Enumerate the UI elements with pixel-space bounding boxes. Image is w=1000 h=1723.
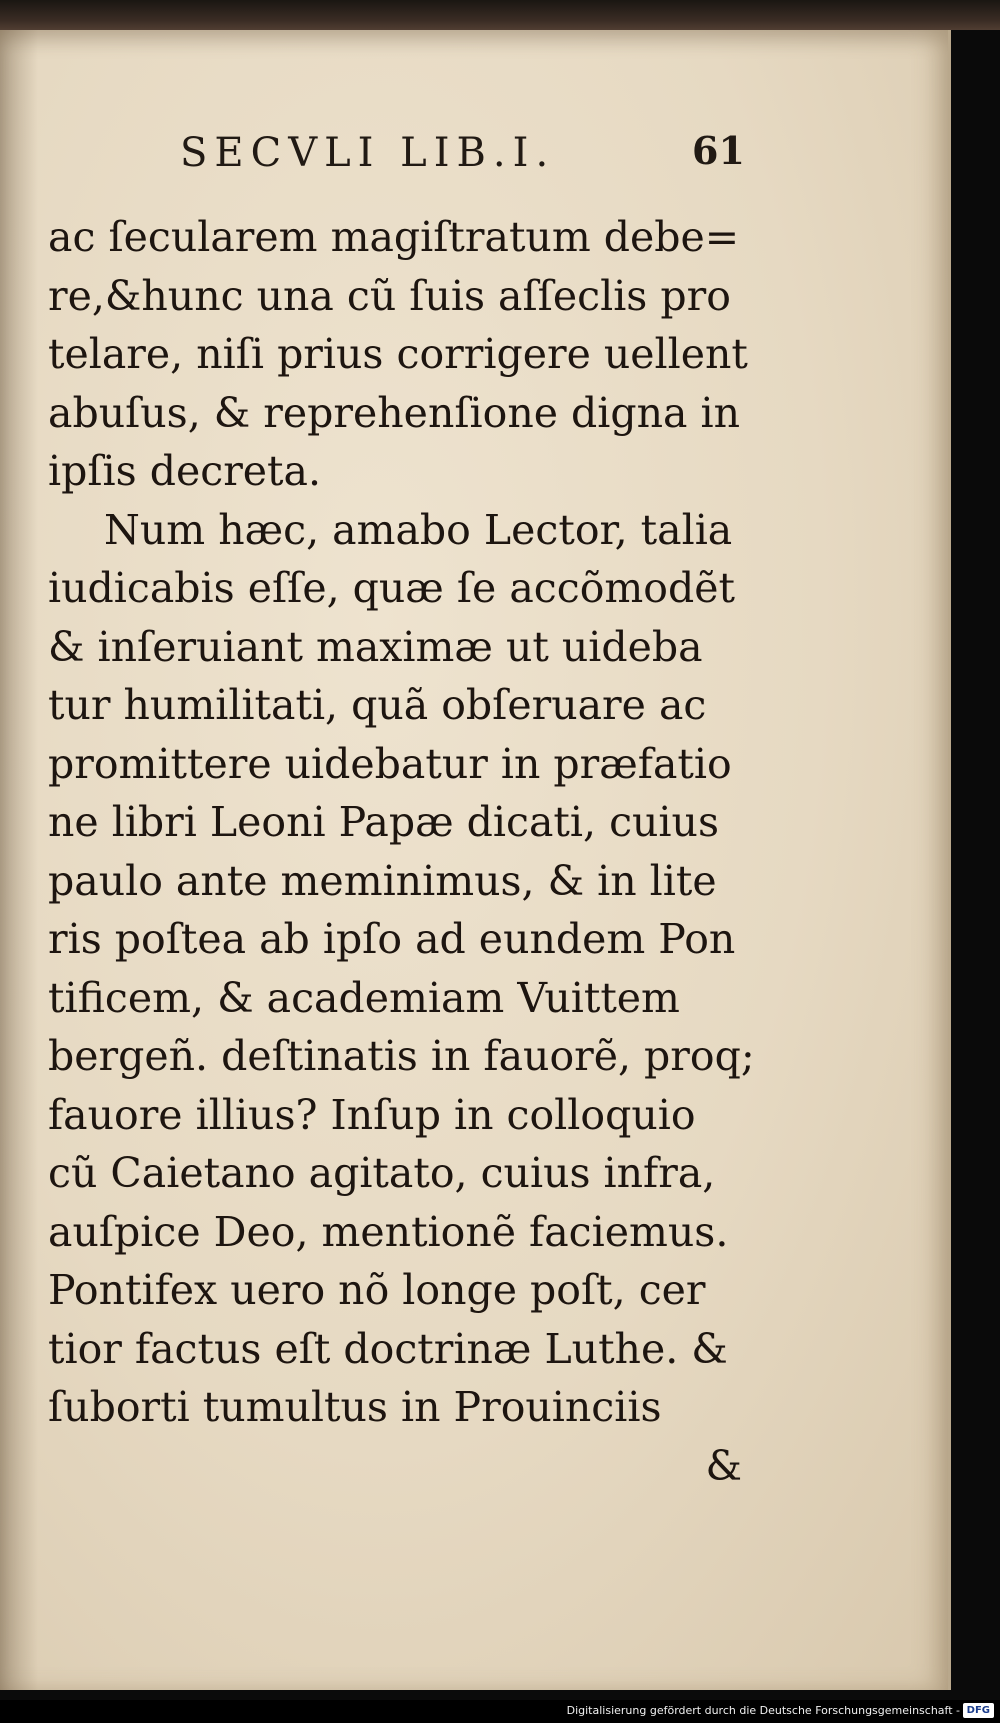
text-line: ſuborti tumultus in Prouinciis <box>48 1383 662 1431</box>
running-head <box>0 120 948 180</box>
text-line: re,&hunc una cũ ſuis aſſeclis pro <box>48 271 731 320</box>
text-line: fauore illius? Inſup in colloquio <box>48 1090 696 1139</box>
text-line: auſpice Deo, mentionẽ faciemus. <box>48 1207 729 1256</box>
text-line: tur humilitati, quã obſeruare ac <box>48 681 707 729</box>
funding-credit: Digitalisierung gefördert durch die Deutsche Forschungsgemeinschaft - <box>566 1704 960 1717</box>
text-line: bergeñ. deſtinatis in fauorẽ, proq; <box>48 1032 755 1080</box>
page-number: 61 <box>692 128 745 173</box>
text-line: paulo ante meminimus, & in lite <box>48 856 717 905</box>
book-page <box>0 30 951 1690</box>
book-top-edge <box>0 0 1000 34</box>
text-line: abuſus, & reprehenſione digna in <box>48 388 741 437</box>
text-line: ris poſtea ab ipſo ad eundem Pon <box>48 915 736 963</box>
gutter-shadow <box>0 30 38 1690</box>
text-line: promittere uidebatur in præfatio <box>48 739 732 788</box>
text-line: Pontifex uero nõ longe poſt, cer <box>48 1266 706 1314</box>
paragraph-start-line: Num hæc, amabo Lector, talia <box>104 505 733 554</box>
text-line: cũ Caietano agitato, cuius infra, <box>48 1149 716 1197</box>
text-line: ipſis decreta. <box>48 447 322 495</box>
text-line: ac ſecularem magiſtratum debe= <box>48 213 740 261</box>
dfg-logo: DFG <box>963 1703 994 1718</box>
digitization-footer <box>0 1700 1000 1723</box>
text-line: & inſeruiant maximæ ut uideba <box>48 622 703 671</box>
running-title: SECVLI LIB.I. <box>180 130 556 176</box>
text-line: telare, niſi prius corrigere uellent <box>48 330 748 378</box>
catchword: & <box>705 1441 742 1490</box>
text-line: ne libri Leoni Papæ dicati, cuius <box>48 798 719 846</box>
text-line: tificem, & academiam Vuittem <box>48 973 680 1022</box>
text-line: tior factus eſt doctrinæ Luthe. & <box>48 1324 728 1373</box>
text-line: iudicabis eſſe, quæ ſe accõmodẽt <box>48 564 735 612</box>
text-block <box>48 208 755 1495</box>
